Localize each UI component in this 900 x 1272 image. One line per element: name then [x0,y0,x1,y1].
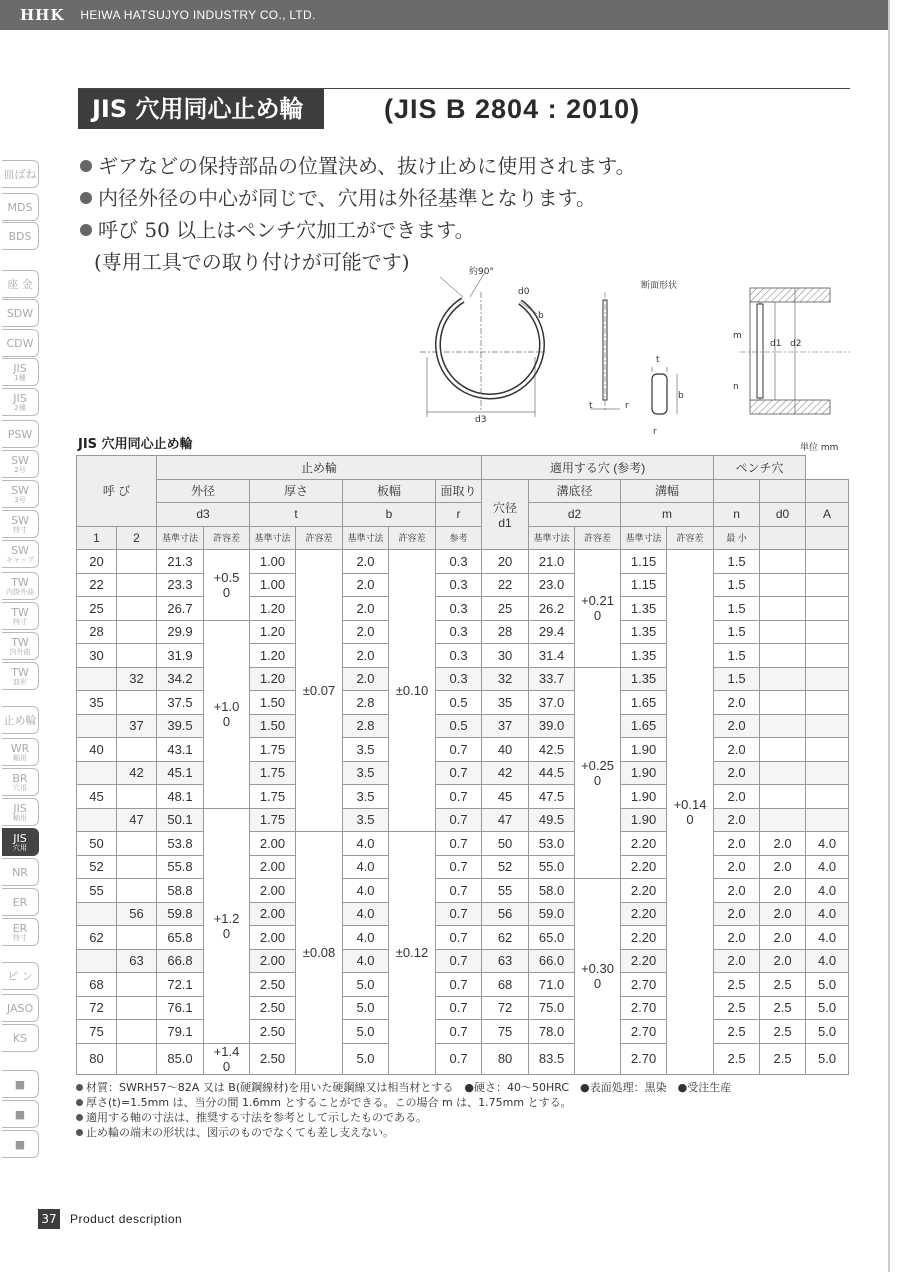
feature-list [78,150,778,278]
sidebar-tab-21[interactable]: JIS 穴用 [2,828,39,856]
table-row: 30 31.9 1.20 2.0 0.3 30 31.4 1.35 1.5 [77,644,849,668]
d2-label: d2 [790,339,802,349]
table-header-row: 1 2 基準寸法 許容差 基準寸法 許容差 基準寸法 許容差 参考 基準寸法 許容差 基準寸法 許容差 最 小 [77,526,849,550]
table-row: 62 65.8 2.00 4.0 0.7 62 65.0 2.20 2.0 2.0 4.0 [77,926,849,950]
ring-diagram [415,262,860,447]
hole-header: 適用する穴 (参考) [482,456,714,480]
footer [38,1209,182,1229]
sidebar-tab-26[interactable]: JASO [2,994,39,1022]
company-name: HEIWA HATSUJYO INDUSTRY CO., LTD. [80,8,316,22]
table-header-row [77,479,849,503]
bullet-icon [76,1114,83,1121]
folder-tab-icon[interactable]: ■ [2,1100,39,1128]
table-title: JIS 穴用同心止め輪 [78,437,193,452]
tolerance-cell: +0.30 0 [575,879,621,1075]
table-row: 72 76.1 2.50 5.0 0.7 72 75.0 2.70 2.5 2.5 5.0 [77,996,849,1020]
width-header: 板幅 [343,479,436,503]
table-row: 25 26.7 1.20 2.0 0.3 25 26.2 1.35 1.5 [77,597,849,621]
sidebar-tab-12[interactable]: SW キャップ [2,540,39,568]
sidebar-tab-25[interactable]: ピ ン [2,962,39,990]
table-row: 68 72.1 2.50 5.0 0.7 68 71.0 2.70 2.5 2.5 5.0 [77,973,849,997]
table-row: 42 45.1 1.75 3.5 0.7 42 44.5 1.90 2.0 [77,761,849,785]
bullet-icon [76,1099,83,1106]
table-row: 56 59.8 2.00 4.0 0.7 56 59.0 2.20 2.0 2.0 4.0 [77,902,849,926]
r-label-bottom: r [653,427,657,437]
bullet-icon [76,1129,83,1136]
angle-label: 約90° [469,267,494,277]
table-row: 32 34.2 1.20 2.0 0.3 32 33.7 +0.25 0 1.35 1.5 [77,667,849,691]
sidebar-tab-6[interactable]: JIS 1種 [2,358,39,386]
sidebar-tab-5[interactable]: CDW [2,329,39,357]
tolerance-cell: ±0.12 [389,832,436,1075]
t-label-side: t [589,401,593,411]
feature-item: ギアなどの保持部品の位置決め、抜け止めに使用されます。 [78,150,778,182]
sidebar-tab-7[interactable]: JIS 2種 [2,388,39,416]
footer-text: Product description [70,1212,183,1226]
bullet-icon [80,192,92,204]
table-row: 22 23.3 1.00 2.0 0.3 22 23.0 1.15 1.5 [77,573,849,597]
header-bar [0,0,888,30]
brand-logo: HHK [20,6,65,24]
feature-note: (専用工具での取り付けが可能です) [94,250,410,274]
tolerance-cell: ±0.10 [389,550,436,832]
sidebar-tab-20[interactable]: JIS 軸用 [2,798,39,826]
nominal-header: 呼 び [77,456,157,527]
bullet-icon [80,224,92,236]
sidebar-tab-1[interactable]: MDS [2,193,39,221]
b-label-section: b [678,391,684,401]
od-header: 外径 [157,479,250,503]
b-label: b [538,311,544,321]
note-item: 適用する軸の寸法は、推奨する寸法を参考として示したものである。 [76,1110,866,1125]
sidebar-tab-13[interactable]: TW 内掛外曲 [2,572,39,600]
table-header-row [77,456,849,480]
sidebar-tab-10[interactable]: SW 3号 [2,480,39,508]
d1-label: d1 [770,339,782,349]
t-label-section: t [656,355,660,365]
sidebar-tab-0[interactable]: 皿ばね [2,160,39,188]
sidebar-tab-8[interactable]: PSW [2,420,39,448]
page-title: JIS 穴用同心止め輪 [78,89,324,129]
section-shape-label: 断面形状 [641,281,678,291]
tolerance-cell: +0.25 0 [575,667,621,879]
cross-section-view [625,279,684,437]
r-label-left: r [625,401,629,411]
table-row: 47 50.1 +1.2 0 1.75 3.5 0.7 47 49.5 1.90 2.0 [77,808,849,832]
table-row: 28 29.9 +1.0 0 1.20 2.0 0.3 28 29.4 1.35 1.5 [77,620,849,644]
tolerance-cell: ±0.07 [296,550,343,832]
bullet-icon [80,160,92,172]
tolerance-cell: +0.14 0 [667,550,714,1075]
sidebar-tab-4[interactable]: SDW [2,299,39,327]
m-label: m [733,331,742,341]
d3-label: d3 [475,415,487,425]
note-item: 厚さ(t)=1.5mm は、当分の間 1.6mm とすることができる。この場合 m は、1.75mm とする。 [76,1095,866,1110]
n-label: n [733,382,739,392]
ring-side-view [589,292,620,412]
sidebar-tab-15[interactable]: TW 内外曲 [2,632,39,660]
page-number: 37 [38,1209,60,1229]
table-row: 80 85.0 +1.4 0 2.50 5.0 0.7 80 83.5 2.70 2.5 2.5 5.0 [77,1043,849,1074]
sidebar-tab-3[interactable]: 座 金 [2,270,39,298]
table-row: 50 53.8 2.00 ±0.08 4.0 ±0.12 0.7 50 53.0 2.20 2.0 2.0 4.0 [77,832,849,856]
sidebar-tab-19[interactable]: BR 穴用 [2,768,39,796]
feature-item: 内径外径の中心が同じで、穴用は外径基準となります。 [78,182,778,214]
table-row: 45 48.1 1.75 3.5 0.7 45 47.5 1.90 2.0 [77,785,849,809]
page-edge-rule [888,0,890,1272]
table-header-row: d3 t b r d2 m n d0 A [77,503,849,527]
sidebar-tab-27[interactable]: KS [2,1024,39,1052]
sidebar-tab-16[interactable]: TW 皿形 [2,662,39,690]
table-row: 40 43.1 1.75 3.5 0.7 40 42.5 1.90 2.0 [77,738,849,762]
unit-label: 単位 mm [800,443,839,453]
table-row: 63 66.8 2.00 4.0 0.7 63 66.0 2.20 2.0 2.0 4.0 [77,949,849,973]
tolerance-cell: +0.21 0 [575,550,621,668]
sidebar-tab-11[interactable]: SW 特寸 [2,510,39,538]
tolerance-cell: +1.2 0 [204,808,250,1043]
ring-front-view [420,265,545,425]
tolerance-cell: ±0.08 [296,832,343,1075]
sidebar-tab-2[interactable]: BDS [2,222,39,250]
bullet-icon [76,1084,83,1091]
sidebar-tab-24[interactable]: ER 特寸 [2,918,39,946]
hole-diameter-header: 穴径 d1 [482,479,529,550]
tolerance-cell: +1.0 0 [204,620,250,808]
sidebar-tab-22[interactable]: NR [2,858,39,886]
sidebar-tab-17[interactable]: 止め輪 [2,706,39,734]
tolerance-cell: +0.5 0 [204,550,250,621]
table-row: 20 21.3 +0.5 0 1.00 ±0.07 2.0 ±0.10 0.3 20 21.0 +0.21 0 1.15 +0.14 0 1.5 [77,550,849,574]
thickness-header: 厚さ [250,479,343,503]
sidebar-tab-18[interactable]: WR 軸用 [2,738,39,766]
spec-table [76,455,849,1075]
note-item: 止め輪の端末の形状は、図示のものでなくても差し支えない。 [76,1125,866,1140]
groove-width-header: 溝幅 [621,479,714,503]
pliers-header: ペンチ穴 [714,456,806,480]
groove-diameter-header: 溝底径 [529,479,621,503]
note-item: 材質：SWRH57～82A 又は B(硬鋼線材)を用いた硬鋼線又は相当材とする ●硬さ：40～50HRC ●表面処理：黒染 ●受注生産 [76,1080,866,1095]
sidebar-tab-23[interactable]: ER [2,888,39,916]
hole-fitting-view [733,288,850,414]
table-row: 75 79.1 2.50 5.0 0.7 75 78.0 2.70 2.5 2.5 5.0 [77,1020,849,1044]
table-row: 52 55.8 2.00 4.0 0.7 52 55.0 2.20 2.0 2.0 4.0 [77,855,849,879]
folder-tab-icon[interactable]: ■ [2,1070,39,1098]
chamfer-header: 面取り [436,479,482,503]
sidebar-tab-14[interactable]: TW 特寸 [2,602,39,630]
folder-tab-icon[interactable]: ■ [2,1130,39,1158]
feature-item: 呼び 50 以上はペンチ穴加工ができます。 [78,214,778,246]
sidebar-tab-9[interactable]: SW 2号 [2,450,39,478]
table-row: 37 39.5 1.50 2.8 0.5 37 39.0 1.65 2.0 [77,714,849,738]
notes [76,1080,866,1140]
ring-header: 止め輪 [157,456,482,480]
standard-number: (JIS B 2804 : 2010) [384,94,641,124]
tolerance-cell: +1.4 0 [204,1043,250,1074]
table-row: 35 37.5 1.50 2.8 0.5 35 37.0 1.65 2.0 [77,691,849,715]
table-row: 55 58.8 2.00 4.0 0.7 55 58.0 +0.30 0 2.20 2.0 2.0 4.0 [77,879,849,903]
d0-label: d0 [518,287,530,297]
